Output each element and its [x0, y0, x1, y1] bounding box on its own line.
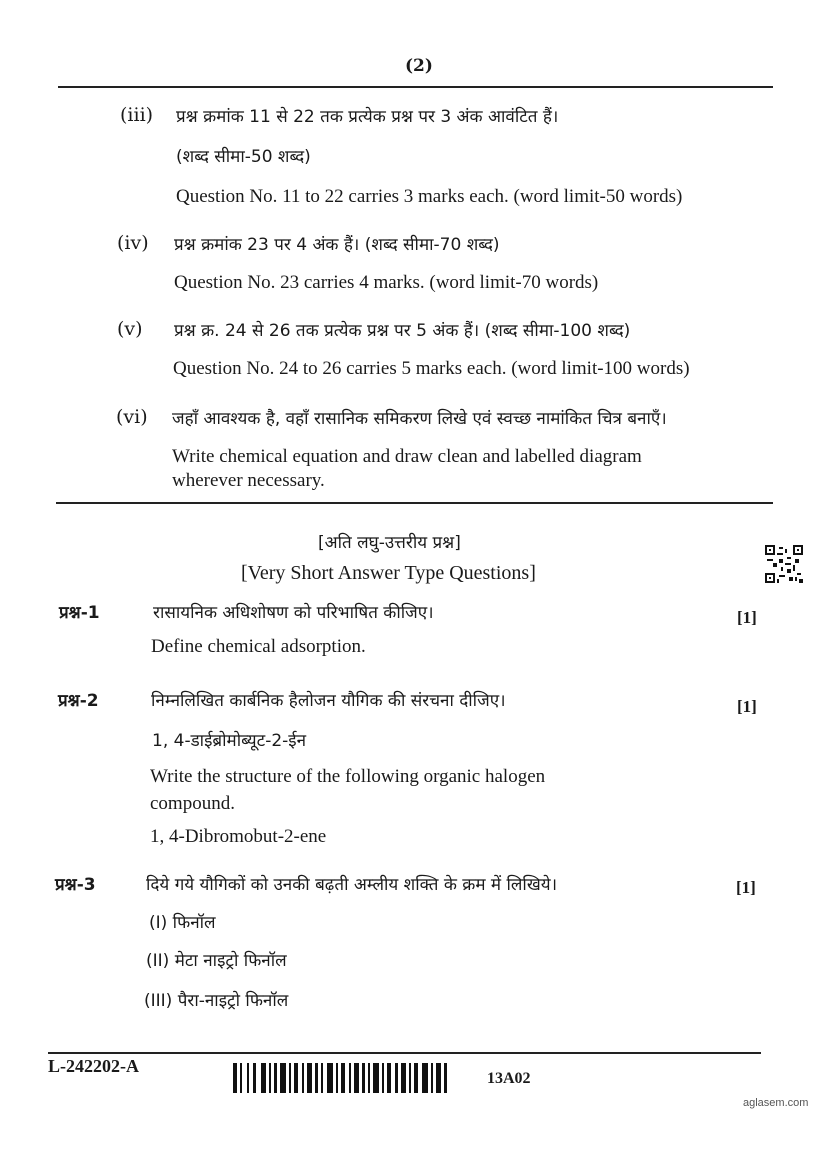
option-item: (II) मेटा नाइट्रो फिनॉल — [146, 951, 287, 971]
question-marks: [1] — [737, 608, 757, 627]
question-hindi: दिये गये यौगिकों को उनकी बढ़ती अम्लीय शक्ति के क्रम में लिखिये। — [146, 875, 558, 895]
question-compound-english: 1, 4-Dibromobut-2-ene — [150, 826, 327, 847]
question-hindi: रासायनिक अधिशोषण को परिभाषित कीजिए। — [153, 603, 434, 623]
footer-rule — [48, 1052, 761, 1054]
section-rule — [56, 502, 773, 504]
instruction-english-cont: wherever necessary. — [172, 470, 325, 491]
paper-code: L-242202-A — [48, 1056, 139, 1076]
question-english: Define chemical adsorption. — [151, 636, 366, 657]
section-heading-english: [Very Short Answer Type Questions] — [241, 562, 536, 584]
qr-code — [765, 545, 803, 583]
question-compound-hindi: 1, 4-डाईब्रोमोब्यूट-2-ईन — [152, 731, 307, 751]
instruction-hindi: प्रश्न क्र. 24 से 26 तक प्रत्येक प्रश्न पर 5 अंक हैं। (शब्द सीमा-100 शब्द) — [174, 321, 631, 341]
instruction-hindi: प्रश्न क्रमांक 23 पर 4 अंक हैं। (शब्द सीमा-70 शब्द) — [174, 235, 500, 255]
instruction-num: (vi) — [116, 406, 148, 428]
question-label: प्रश्न-3 — [55, 875, 96, 895]
barcode — [233, 1063, 453, 1093]
question-marks: [1] — [737, 697, 757, 716]
question-english-cont: compound. — [150, 793, 235, 814]
section-heading-hindi: [अति लघु-उत्तरीय प्रश्न] — [318, 533, 461, 553]
instruction-hindi: प्रश्न क्रमांक 11 से 22 तक प्रत्येक प्रश्न पर 3 अंक आवंटित हैं। — [176, 107, 559, 127]
question-hindi: निम्नलिखित कार्बनिक हैलोजन यौगिक की संरचना दीजिए। — [151, 691, 506, 711]
question-english: Write the structure of the following organic halogen — [150, 766, 546, 787]
top-rule — [58, 86, 773, 88]
instruction-english: Question No. 11 to 22 carries 3 marks each. (word limit-50 words) — [176, 186, 683, 207]
question-label: प्रश्न-2 — [58, 691, 99, 711]
question-label: प्रश्न-1 — [59, 603, 100, 623]
instruction-num: (v) — [117, 318, 143, 340]
option-item: (III) पैरा-नाइट्रो फिनॉल — [144, 991, 289, 1011]
option-item: (I) फिनॉल — [149, 913, 216, 933]
instruction-hindi-limit: (शब्द सीमा-50 शब्द) — [176, 147, 311, 167]
instruction-num: (iii) — [120, 104, 154, 126]
question-marks: [1] — [736, 878, 756, 897]
instruction-hindi: जहाँ आवश्यक है, वहाँ रासानिक समिकरण लिखे एवं स्वच्छ नामांकित चित्र बनाएँ। — [172, 409, 667, 429]
instruction-english: Write chemical equation and draw clean and labelled diagram — [172, 446, 642, 467]
instruction-english: Question No. 24 to 26 carries 5 marks each. (word limit-100 words) — [173, 358, 690, 379]
instruction-num: (iv) — [117, 232, 149, 254]
instruction-english: Question No. 23 carries 4 marks. (word limit-70 words) — [174, 272, 599, 293]
page-number: (2) — [405, 56, 433, 76]
watermark: aglasem.com — [743, 1097, 809, 1109]
barcode-label: 13A02 — [487, 1070, 531, 1087]
